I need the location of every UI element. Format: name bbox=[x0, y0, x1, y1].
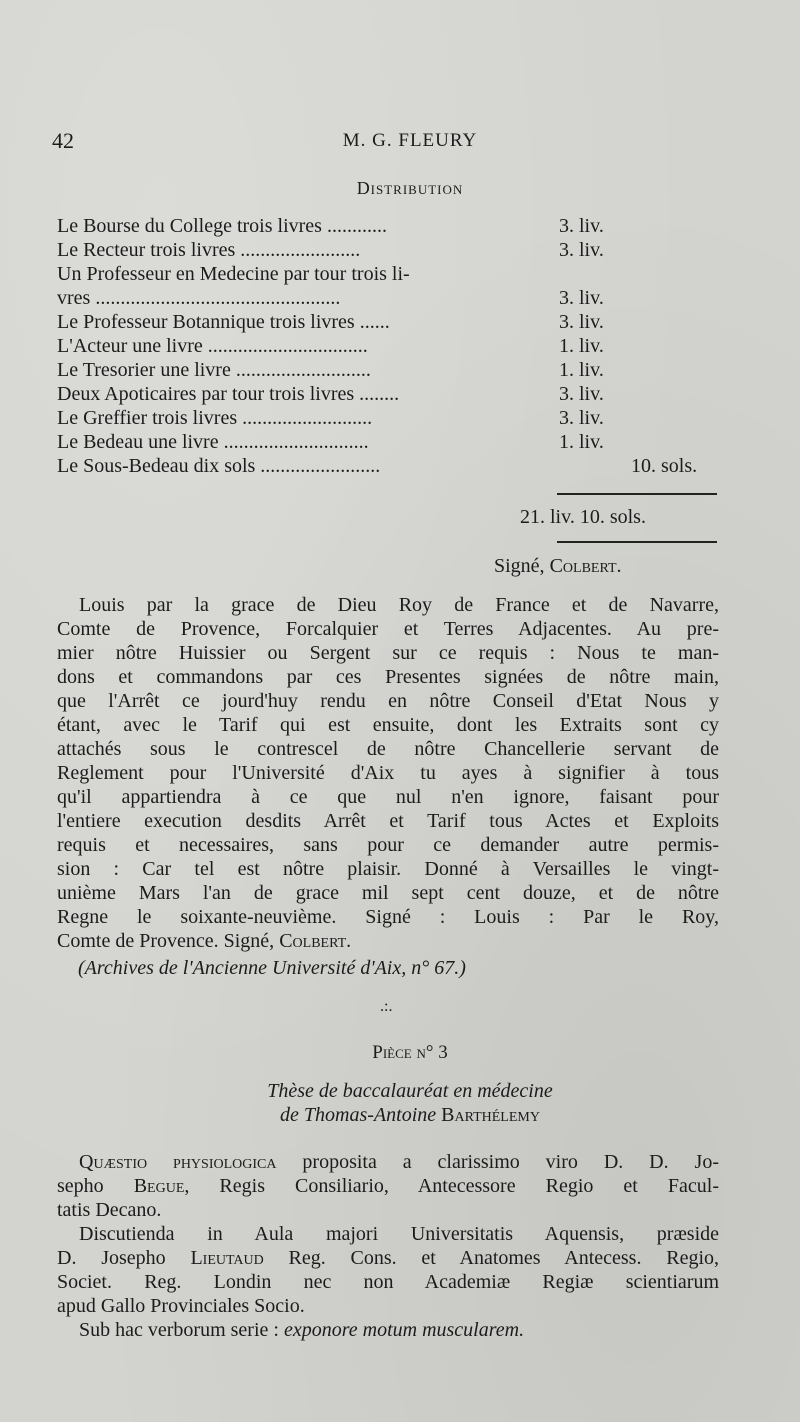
decree-line: sion : Car tel est nôtre plaisir. Donné à Versailles le vingt- bbox=[57, 858, 719, 880]
decree-line: mier nôtre Huissier ou Sergent sur ce requis : Nous te man- bbox=[57, 642, 719, 664]
decree-line: étant, avec le Tarif qui est ensuite, dont les Extraits sont cy bbox=[57, 714, 719, 736]
thesis-lead: Quæstio physiologica bbox=[79, 1151, 277, 1173]
row-amount: 3. liv. bbox=[559, 287, 604, 309]
final-prefix: Comte de Provence. Signé, bbox=[57, 930, 280, 952]
page-number: 42 bbox=[52, 128, 74, 153]
thesis-text: , Regis Consiliario, Antecessore Regio et Facul- bbox=[184, 1175, 719, 1197]
distribution-row bbox=[57, 382, 737, 406]
thesis-line: apud Gallo Provinciales Socio. bbox=[57, 1295, 305, 1317]
row-amount: 1. liv. bbox=[559, 431, 604, 453]
row-label: Le Greffier trois livres .......................... bbox=[57, 407, 373, 429]
signature-line bbox=[494, 555, 622, 578]
row-amount: 3. liv. bbox=[559, 311, 604, 333]
archives-citation: (Archives de l'Ancienne Université d'Aix, n° 67.) bbox=[78, 957, 466, 979]
distribution-row bbox=[57, 334, 737, 358]
distribution-title: Distribution bbox=[356, 178, 464, 198]
distribution-row bbox=[57, 238, 737, 262]
row-label: Deux Apoticaires par tour trois livres ........ bbox=[57, 383, 400, 405]
decree-line: Reglement pour l'Université d'Aix tu ayes à signifier à tous bbox=[57, 762, 719, 784]
distribution-row bbox=[57, 286, 737, 310]
signature-name: Colbert. bbox=[549, 555, 622, 577]
decree-line: attachés sous le contrescel de nôtre Chancellerie servant de bbox=[57, 738, 719, 760]
decree-line: dons et commandons par ces Presentes signées de nôtre main, bbox=[57, 666, 719, 688]
thesis-text: Reg. Cons. et Anatomes Antecess. Regio, bbox=[263, 1247, 719, 1269]
row-label: Le Professeur Botannique trois livres ...... bbox=[57, 311, 390, 333]
thesis-line: Discutienda in Aula majori Universitatis Aquensis, præside bbox=[79, 1223, 719, 1245]
decree-line: Comte de Provence, Forcalquier et Terres Adjacentes. Au pre- bbox=[57, 618, 719, 640]
thesis-line bbox=[57, 1174, 719, 1198]
distribution-row bbox=[57, 310, 737, 334]
subtitle-name: Barthélemy bbox=[441, 1104, 540, 1126]
decree-line: qu'il appartiendra à ce que nul n'en ignore, faisant pour bbox=[57, 786, 719, 808]
sum-rule-top bbox=[557, 493, 717, 495]
thesis-line bbox=[57, 1150, 719, 1174]
row-label: Le Bourse du College trois livres ............ bbox=[57, 215, 387, 237]
thesis-emphasis: exponore motum muscularem. bbox=[283, 1319, 525, 1341]
thesis-text: proposita a clarissimo viro D. D. Jo- bbox=[276, 1151, 719, 1173]
decree-line: l'entiere execution desdits Arrêt et Tarif tous Actes et Exploits bbox=[57, 810, 719, 832]
thesis-paragraph-1 bbox=[57, 1150, 719, 1222]
distribution-row bbox=[57, 358, 737, 382]
thesis-text: sepho bbox=[57, 1175, 134, 1197]
running-title: M. G. FLEURY bbox=[342, 130, 478, 151]
decree-paragraph bbox=[57, 593, 719, 953]
row-sols: 10. sols. bbox=[631, 455, 698, 477]
thesis-line: tatis Decano. bbox=[57, 1199, 162, 1221]
distribution-table bbox=[57, 214, 737, 478]
final-name: Colbert bbox=[279, 930, 347, 952]
thesis-line: Societ. Reg. Londin nec non Academiæ Regiæ scientiarum bbox=[57, 1271, 719, 1293]
distribution-row bbox=[57, 454, 737, 478]
thesis-name: Begue bbox=[133, 1175, 185, 1197]
signature-prefix: Signé, bbox=[494, 555, 545, 577]
thesis-line bbox=[57, 1318, 719, 1342]
row-amount: 3. liv. bbox=[559, 407, 604, 429]
thesis-line bbox=[57, 1246, 719, 1270]
row-label: vres ................................................. bbox=[57, 287, 341, 309]
thesis-text: Sub hac verborum serie : bbox=[79, 1319, 284, 1341]
sum-rule-bottom bbox=[557, 541, 717, 543]
piece-title: Pièce n° 3 bbox=[372, 1042, 448, 1063]
row-label: Un Professeur en Medecine par tour trois li- bbox=[57, 263, 410, 285]
subtitle-prefix: de Thomas-Antoine bbox=[280, 1104, 437, 1126]
section-separator: .:. bbox=[380, 998, 393, 1015]
distribution-row bbox=[57, 430, 737, 454]
decree-line: Louis par la grace de Dieu Roy de France et de Navarre, bbox=[79, 594, 719, 616]
distribution-row bbox=[57, 214, 737, 238]
row-label: Le Sous-Bedeau dix sols ........................ bbox=[57, 455, 381, 477]
row-amount: 1. liv. bbox=[559, 359, 604, 381]
row-label: L'Acteur une livre ................................ bbox=[57, 335, 368, 357]
final-suffix: . bbox=[346, 930, 352, 952]
row-label: Le Tresorier une livre ........................... bbox=[57, 359, 371, 381]
row-label: Le Bedeau une livre ............................. bbox=[57, 431, 369, 453]
decree-line: Regne le soixante-neuvième. Signé : Louis : Par le Roy, bbox=[57, 906, 719, 928]
decree-line: que l'Arrêt ce jourd'huy rendu en nôtre Conseil d'Etat Nous y bbox=[57, 690, 719, 712]
row-amount: 3. liv. bbox=[559, 215, 604, 237]
distribution-total: 21. liv. 10. sols. bbox=[520, 506, 646, 528]
row-amount: 3. liv. bbox=[559, 239, 604, 261]
thesis-paragraph-3 bbox=[57, 1318, 719, 1342]
decree-line: requis et necessaires, sans pour ce demander autre permis- bbox=[57, 834, 719, 856]
distribution-row bbox=[57, 406, 737, 430]
piece-subtitle-2 bbox=[0, 1104, 800, 1127]
row-label: Le Recteur trois livres ........................ bbox=[57, 239, 361, 261]
thesis-text: D. Josepho bbox=[57, 1247, 191, 1269]
row-amount: 3. liv. bbox=[559, 383, 604, 405]
piece-subtitle-1: Thèse de baccalauréat en médecine bbox=[267, 1080, 553, 1102]
thesis-name: Lieutaud bbox=[190, 1247, 264, 1269]
decree-final-line bbox=[57, 929, 719, 953]
distribution-row bbox=[57, 262, 737, 286]
row-amount: 1. liv. bbox=[559, 335, 604, 357]
thesis-paragraph-2 bbox=[57, 1222, 719, 1318]
decree-line: unième Mars l'an de grace mil sept cent douze, et de nôtre bbox=[57, 882, 719, 904]
